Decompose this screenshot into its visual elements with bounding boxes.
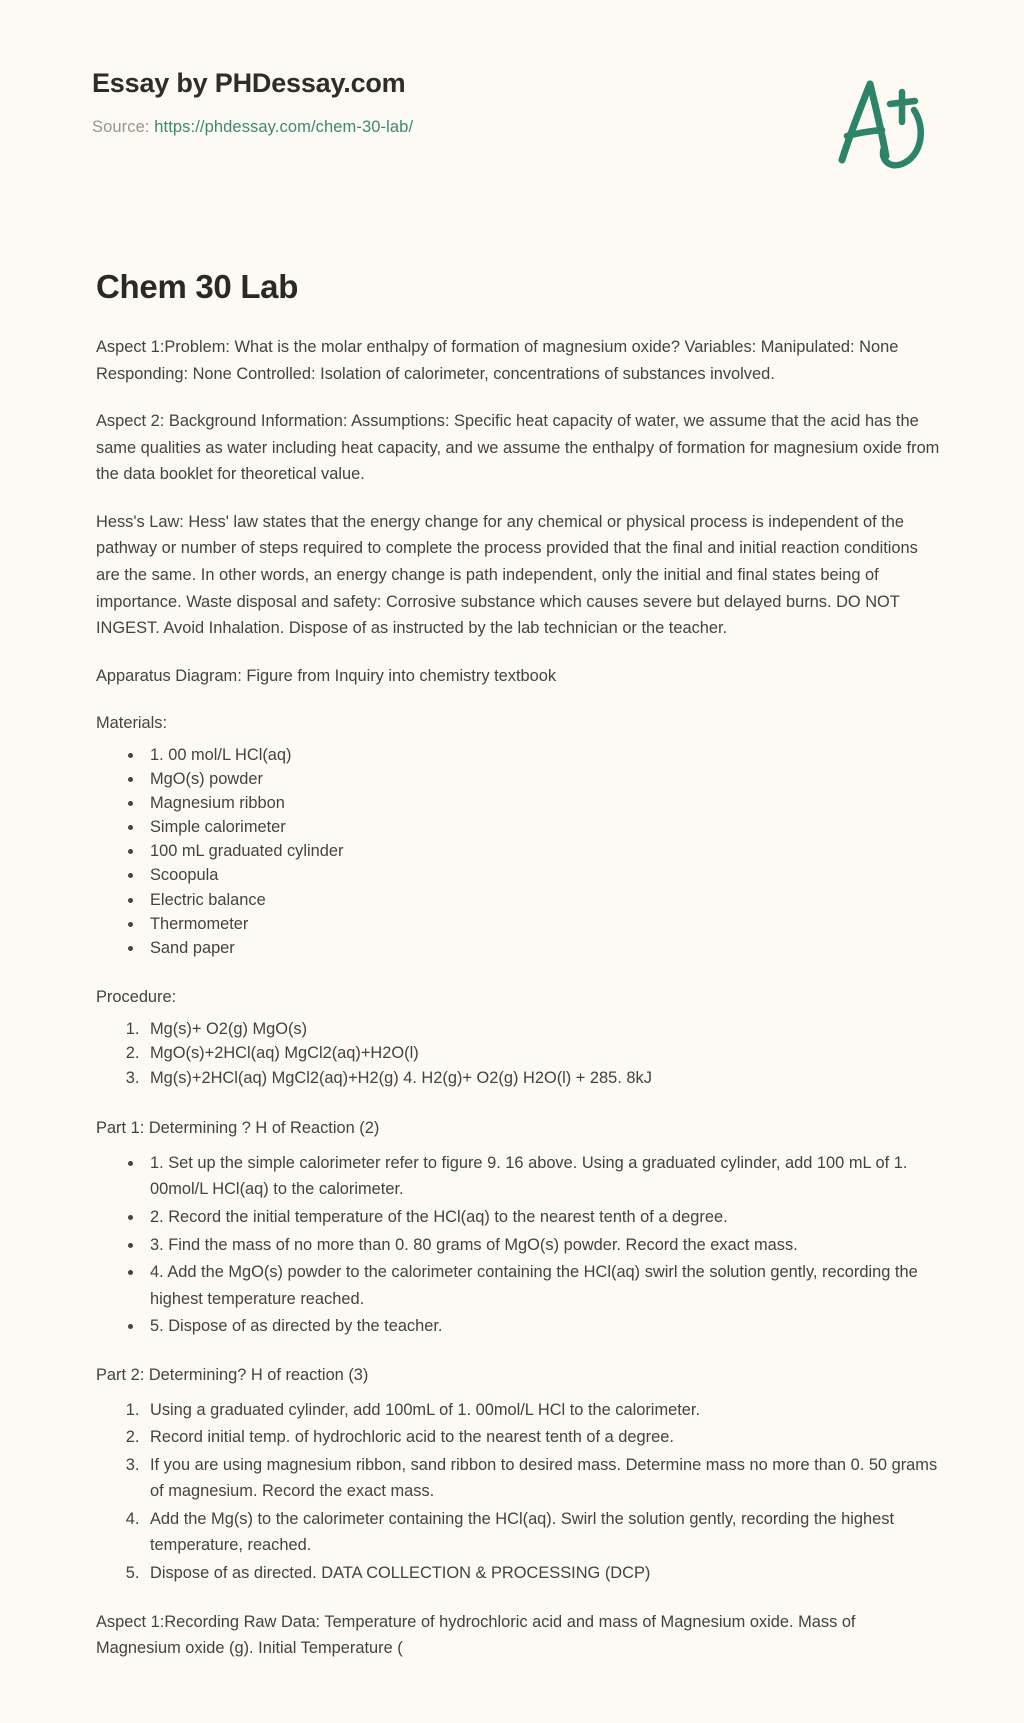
part-2-heading: Part 2: Determining? H of reaction (3) [96,1365,369,1384]
source-label: Source: [92,118,150,136]
list-item: 3. Mg(s)+2HCl(aq) MgCl2(aq)+H2(g) 4. H2(g)+ O2(g) H2O(l) + 285. 8kJ [144,1066,944,1091]
list-item: 2. MgO(s)+2HCl(aq) MgCl2(aq)+H2O(l) [144,1041,944,1066]
brand-title: Essay by PHDessay.com [92,68,406,98]
materials-list [92,743,944,960]
materials-heading: Materials: [96,714,168,733]
paragraph-hess-law: Hess's Law: Hess' law states that the energy change for any chemical or physical process is independent of the pathway or number of steps required to complete the process provided that the final and initial reaction conditions are the same. In other words, an energy change is path independent, only the initial and final states being of importance. Waste disposal and safety: Corrosive substance which causes severe but delayed burns. DO NOT INGEST. Avoid Inhalation. Dispose of as instructed by the lab technician or the teacher. [96,512,918,638]
list-item: • 3. Find the mass of no more than 0. 80 grams of MgO(s) powder. Record the exact mass. [144,1232,944,1259]
list-item: • Sand paper [144,936,944,960]
paragraph-apparatus: Apparatus Diagram: Figure from Inquiry into chemistry textbook [96,666,557,685]
list-item: • Scoopula [144,863,944,887]
part-2-steps-list [92,1397,944,1587]
part-1-steps-list [92,1150,944,1340]
list-item: • MgO(s) powder [144,767,944,791]
part-1-heading: Part 1: Determining ? H of Reaction (2) [96,1119,380,1138]
list-item: • Electric balance [144,888,944,912]
source-link[interactable]: https://phdessay.com/chem-30-lab/ [154,118,414,136]
procedure-heading: Procedure: [96,987,177,1006]
list-item: 1. Mg(s)+ O2(g) MgO(s) [144,1017,944,1042]
list-item: • 5. Dispose of as directed by the teacher. [144,1313,944,1340]
list-item: • 1. 00 mol/L HCl(aq) [144,743,944,767]
list-item: • Magnesium ribbon [144,791,944,815]
list-item: • 100 mL graduated cylinder [144,839,944,863]
list-item: 1. Using a graduated cylinder, add 100mL of 1. 00mol/L HCl to the calorimeter. [144,1397,944,1424]
page-title: Chem 30 Lab [96,268,299,305]
list-item: • Thermometer [144,912,944,936]
paragraph-aspect-1: Aspect 1:Problem: What is the molar enthalpy of formation of magnesium oxide? Variables: Manipulated: None Responding: None Controlled: Isolation of calorimeter, concentrations of substances involved. [96,338,899,383]
list-item: 5. Dispose of as directed. DATA COLLECTION & PROCESSING (DCP) [144,1560,944,1587]
list-item: • 1. Set up the simple calorimeter refer to figure 9. 16 above. Using a graduated cylinder, add 100 mL of 1. 00mol/L HCl(aq) to the calorimeter. [144,1150,944,1203]
list-item: 3. If you are using magnesium ribbon, sand ribbon to desired mass. Determine mass no more than 0. 50 grams of magnesium. Record the exact mass. [144,1452,944,1505]
source-line [92,118,944,137]
list-item: • Simple calorimeter [144,815,944,839]
equations-list [92,1017,944,1092]
paragraph-aspect-1-data: Aspect 1:Recording Raw Data: Temperature of hydrochloric acid and mass of Magnesium oxide. Mass of Magnesium oxide (g). Initial Temperature ( [96,1612,856,1658]
list-item: • 2. Record the initial temperature of the HCl(aq) to the nearest tenth of a degree. [144,1204,944,1231]
list-item: 4. Add the Mg(s) to the calorimeter containing the HCl(aq). Swirl the solution gently, recording the highest temperature, reached. [144,1506,944,1559]
list-item: • 4. Add the MgO(s) powder to the calorimeter containing the HCl(aq) swirl the solution gently, recording the highest temperature reached. [144,1259,944,1312]
page-header [92,56,944,174]
document-content [92,334,944,1662]
a-plus-logo-icon [818,70,938,180]
list-item: 2. Record initial temp. of hydrochloric acid to the nearest tenth of a degree. [144,1424,944,1451]
paragraph-aspect-2: Aspect 2: Background Information: Assumptions: Specific heat capacity of water, we assume that the acid has the same qualities as water including heat capacity, and we assume the enthalpy of formation for magnesium oxide from the data booklet for theoretical value. [96,412,940,484]
